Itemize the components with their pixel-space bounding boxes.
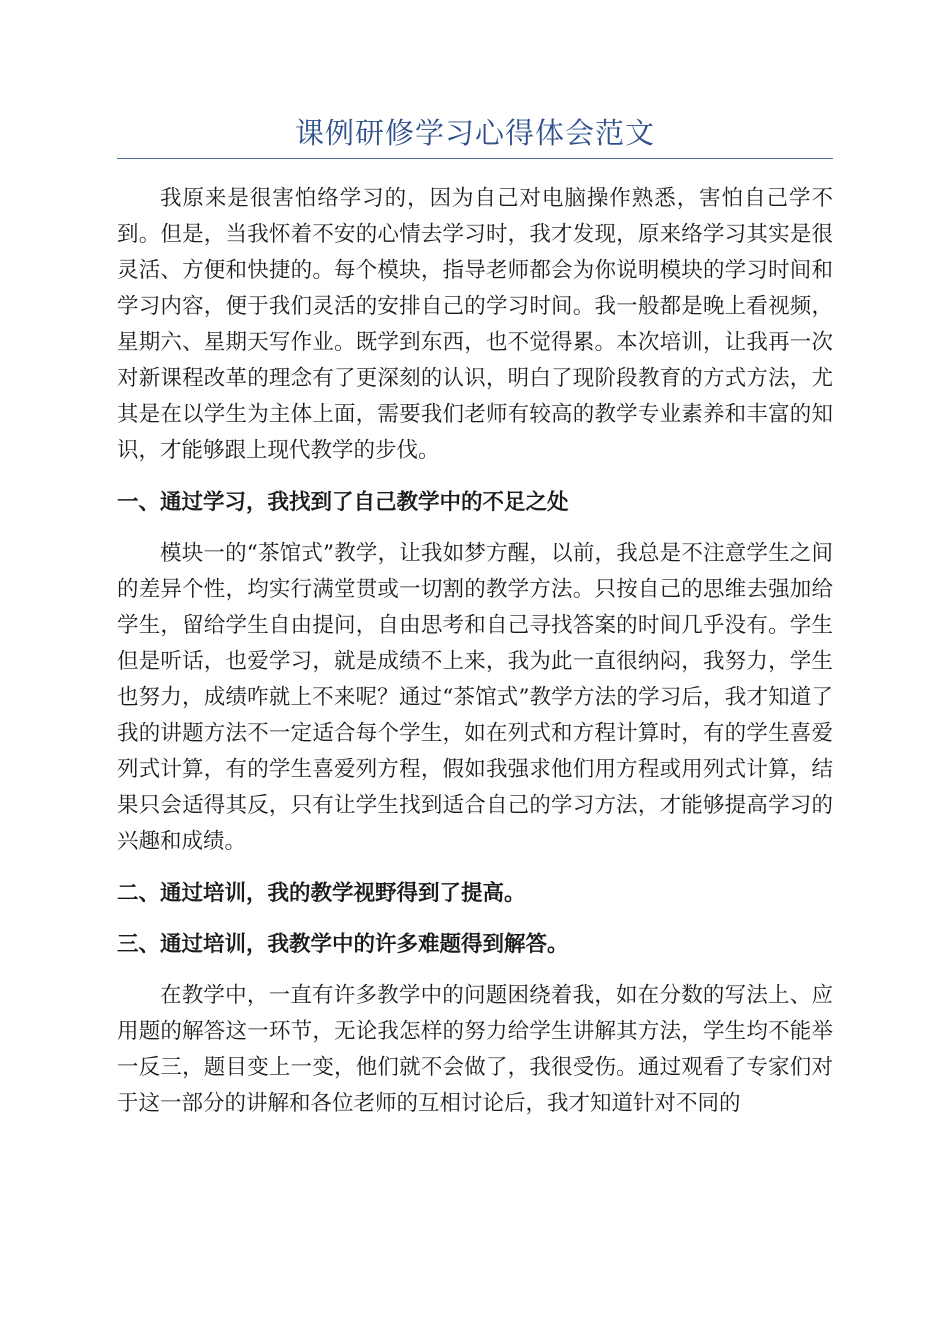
section-heading-2: 二、通过培训，我的教学视野得到了提高。 xyxy=(117,881,526,906)
title-divider xyxy=(117,158,833,159)
document-page xyxy=(117,110,833,1122)
paragraph-intro: 我原来是很害怕络学习的，因为自己对电脑操作熟悉，害怕自己学不到。但是，当我怀着不安的心情去学习时，我才发现，原来络学习其实是很灵活、方便和快捷的。每个模块，指导老师都会为你说明模块的学习时间和学习内容，便于我们灵活的安排自己的学习时间。我一般都是晚上看视频，星期六、星期天写作业。既学到东西，也不觉得累。本次培训，让我再一次对新课程改革的理念有了更深刻的认识，明白了现阶段教育的方式方法，尤其是在以学生为主体上面，需要我们老师有较高的教学专业素养和丰富的知识，才能够跟上现代教学的步伐。 xyxy=(117,186,833,463)
paragraph-section-1: 模块一的“茶馆式”教学，让我如梦方醒，以前，我总是不注意学生之间的差异个性，均实行满堂贯或一切割的教学方法。只按自己的思维去强加给学生，留给学生自由提问，自由思考和自己寻找答案的时间几乎没有。学生但是听话，也爱学习，就是成绩不上来，我为此一直很纳闷，我努力，学生也努力，成绩咋就上不来呢？通过“茶馆式”教学方法的学习后，我才知道了我的讲题方法不一定适合每个学生，如在列式和方程计算时，有的学生喜爱列式计算，有的学生喜爱列方程，假如我强求他们用方程或用列式计算，结果只会适得其反，只有让学生找到适合自己的学习方法，才能够提高学习的兴趣和成绩。 xyxy=(117,541,833,854)
section-heading-3: 三、通过培训，我教学中的许多难题得到解答。 xyxy=(117,932,569,957)
paragraph-section-3: 在教学中，一直有许多教学中的问题困绕着我，如在分数的写法上、应用题的解答这一环节，无论我怎样的努力给学生讲解其方法，学生均不能举一反三，题目变上一变，他们就不会做了，我很受伤。通过观看了专家们对于这一部分的讲解和各位老师的互相讨论后，我才知道针对不同的 xyxy=(117,983,833,1116)
document-title: 课例研修学习心得体会范文 xyxy=(294,116,655,150)
section-heading-1: 一、通过学习，我找到了自己教学中的不足之处 xyxy=(117,490,569,515)
